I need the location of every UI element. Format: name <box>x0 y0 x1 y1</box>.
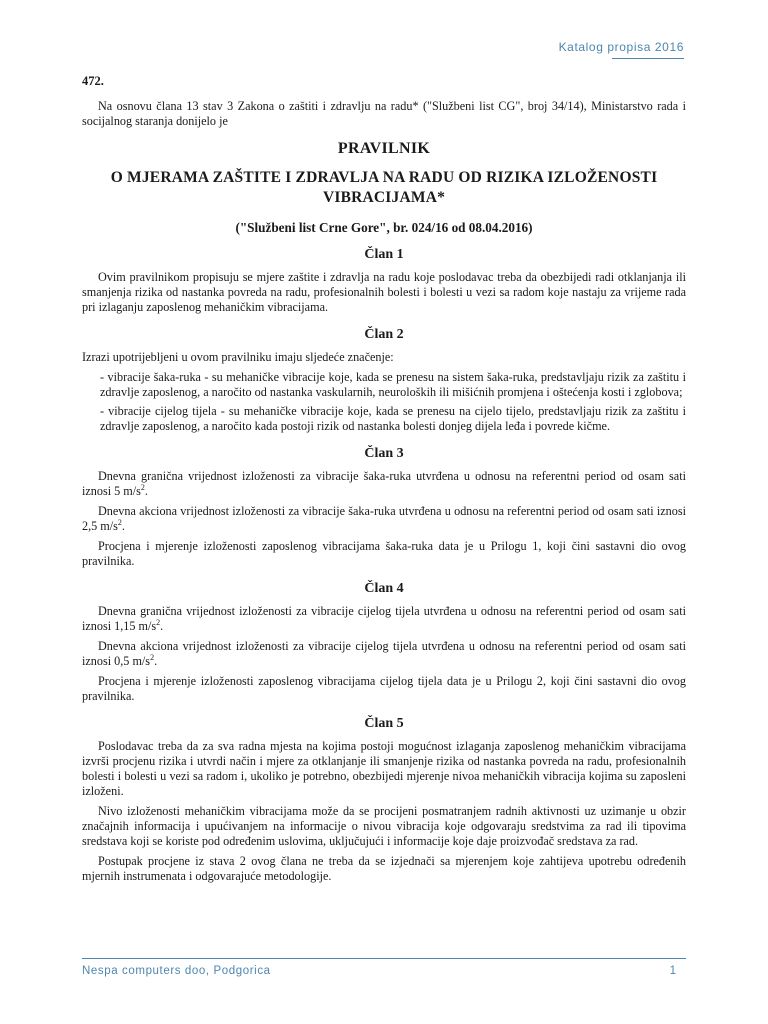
page-number: 1 <box>669 965 676 977</box>
article-1-paragraph: Ovim pravilnikom propisuju se mjere zaštite i zdravlja na radu koje poslodavac treba da obezbijedi radi otklanjanja ili smanjenja rizika od nastanka povreda na radu, profesionalnih bolesti i bolesti u vezi sa radom koje nastaju za vrijeme rada pri izlaganju zaposlenog mehaničkim vibracijama. <box>82 270 686 314</box>
period: . <box>154 654 158 668</box>
header-rule <box>612 58 684 59</box>
article-3-paragraph-text: Dnevna akciona vrijednost izloženosti za vibracije šaka-ruka utvrđena u odnosu na referentni period od osam sati iznosi 2,5 m/s <box>82 504 686 533</box>
superscript: 2 <box>140 482 145 492</box>
article-2-item: - vibracije cijelog tijela - su mehaničke vibracije koje, kada se prenesu na cijelo tijelo, predstavljaju rizik za zaštitu i zdravlje zaposlenog, a naročito kada postoji rizik od nastanka bolesti donjeg dijela leđa i povrede kičme. <box>100 404 686 433</box>
article-4-paragraph <box>82 639 686 669</box>
article-3-paragraph-text: Dnevna granična vrijednost izloženosti za vibracije šaka-ruka utvrđena u odnosu na referentni period od osam sati iznosi 5 m/s <box>82 469 686 498</box>
article-4-paragraph-text: Dnevna akciona vrijednost izloženosti za vibracije cijelog tijela utvrđena u odnosu na referentni period od osam sati iznosi 0,5 m/s <box>82 639 686 668</box>
article-4-paragraph-text: Dnevna granična vrijednost izloženosti za vibracije cijelog tijela utvrđena u odnosu na referentni period od osam sati iznosi 1,15 m/s <box>82 604 686 633</box>
article-2-intro: Izrazi upotrijebljeni u ovom pravilniku imaju sljedeće značenje: <box>82 350 394 364</box>
period: . <box>121 519 125 533</box>
article-3-paragraph: Procjena i mjerenje izloženosti zaposlenog vibracijama šaka-ruka data je u Prilogu 1, koji čini sastavni dio ovog pravilnika. <box>82 539 686 568</box>
article-3-paragraph <box>82 469 686 499</box>
document-title: PRAVILNIK <box>337 140 431 157</box>
article-4-paragraph <box>82 604 686 634</box>
article-5-paragraph: Postupak procjene iz stava 2 ovog člana ne treba da se izjednači sa mjerenjem koje zahtijeva upotrebu određenih mjernih instrumenata i odgovarajuće metodologije. <box>82 854 686 883</box>
gazette-reference: ("Službeni list Crne Gore", br. 024/16 od 08.04.2016) <box>235 220 533 235</box>
footer-company: Nespa computers doo, Podgorica <box>82 965 271 977</box>
document-number: 472. <box>82 74 104 88</box>
article-5-paragraph: Poslodavac treba da za sva radna mjesta na kojima postoji mogućnost izlaganja zaposlenog mehaničkim vibracijama izvrši procjenu rizika i utvrdi način i mjere za otklanjanje ili smanjenje rizika od nastanka povreda na radu, profesionalnih bolesti i bolesti u vezi sa radom i, ukoliko je potrebno, obezbijedi mjerenje nivoa mehaničkih vibracija kojima su zaposleni izloženi. <box>82 739 686 798</box>
article-2-heading: Član 2 <box>364 327 404 342</box>
period: . <box>160 619 164 633</box>
article-5-paragraph: Nivo izloženosti mehaničkim vibracijama može da se procijeni posmatranjem radnih aktivnosti uz uzimanje u obzir značajnih informacija i upućivanjem na informacije o nivou vibracija koje odgovaraju sredstvima za rad ili tipovima sredstava koji se koriste pod određenim uslovima, uključujući i informacije koje daje proizvođač sredstava za rad. <box>82 804 686 848</box>
article-1-heading: Član 1 <box>364 247 404 262</box>
article-2-item: - vibracije šaka-ruka - su mehaničke vibracije koje, kada se prenesu na sistem šaka-ruka, predstavljaju rizik za zaštitu i zdravlje zaposlenog, a naročito od nastanka vaskularnih, neuroloških ili mišićnih promjena i oštećenja kosti i zglobova; <box>100 370 686 399</box>
article-4-heading: Član 4 <box>364 581 404 596</box>
document-subtitle: O MJERAMA ZAŠTITE I ZDRAVLJA NA RADU OD RIZIKA IZLOŽENOSTI VIBRACIJAMA* <box>110 169 658 206</box>
period: . <box>144 484 148 498</box>
superscript: 2 <box>117 517 122 527</box>
article-5-heading: Član 5 <box>364 716 404 731</box>
article-3-heading: Član 3 <box>364 446 404 461</box>
superscript: 2 <box>150 652 155 662</box>
intro-paragraph: Na osnovu člana 13 stav 3 Zakona o zaštiti i zdravlju na radu* ("Službeni list CG", broj 34/14), Ministarstvo rada i socijalnog staranja donijelo je <box>82 99 686 128</box>
header-title: Katalog propisa 2016 <box>558 40 684 54</box>
document-body <box>82 68 686 889</box>
superscript: 2 <box>156 617 161 627</box>
article-4-paragraph: Procjena i mjerenje izloženosti zaposlenog vibracijama cijelog tijela data je u Prilogu 2, koji čini sastavni dio ovog pravilnika. <box>82 674 686 703</box>
article-3-paragraph <box>82 504 686 534</box>
footer-rule <box>82 958 686 959</box>
